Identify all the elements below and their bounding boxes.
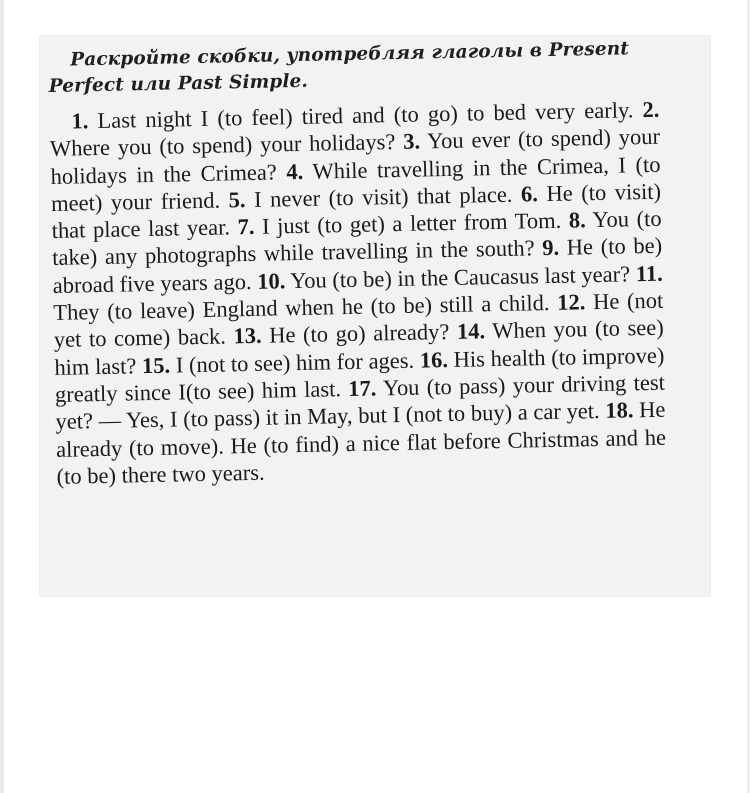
- sentence-text: I (not to see) him for ages.: [175, 347, 415, 378]
- sentence-number: 3.: [402, 128, 421, 155]
- sentence-number: 5.: [228, 186, 246, 213]
- instruction-ru-part-1: Раскройте скобки, употребляя глаголы в: [70, 40, 543, 71]
- sentence-text: I never (to visit) that place.: [253, 181, 513, 212]
- textbook-page: [40, 36, 710, 596]
- left-edge-strip: [0, 0, 4, 793]
- sentence-number: 4.: [286, 158, 304, 184]
- sentence-text: Last night I (to feel) tired and (to go) to bed very early.: [97, 97, 634, 134]
- exercise-text-block: [48, 36, 667, 490]
- sentence-number: 16.: [419, 346, 449, 373]
- sentence-text: His health (to improve) greatly since I(to see) him last.: [54, 342, 665, 407]
- sentence-text: You ever (to spend) your holidays in the Crimea?: [50, 124, 661, 189]
- sentence-text: I just (to get) a letter from Tom.: [261, 207, 562, 239]
- sentence-number: 8.: [568, 207, 586, 233]
- sentence-13: [233, 319, 449, 348]
- sentence-text: Where you (to spend) your holidays?: [49, 129, 396, 162]
- sentence-number: 11.: [635, 260, 663, 287]
- sentence-5: [228, 182, 512, 213]
- instruction-en-part-2: Past Simple.: [177, 70, 309, 95]
- sentence-number: 18.: [605, 397, 634, 424]
- sentence-text: You (to pass) your driving test yet? — Yes, I (to pass) it in May, but I (not to buy) a car yet.: [55, 369, 666, 435]
- sentence-number: 2.: [642, 96, 660, 123]
- sentence-number: 10.: [257, 268, 286, 294]
- sentence-number: 14.: [456, 318, 486, 345]
- sentence-number: 12.: [556, 289, 586, 315]
- sentence-text: You (to be) in the Caucasus last year?: [289, 261, 631, 293]
- sentence-number: 7.: [237, 214, 255, 240]
- sentence-number: 13.: [233, 323, 262, 349]
- sentence-15: [142, 347, 415, 377]
- sentence-number: 9.: [541, 235, 560, 261]
- sentence-7: [237, 208, 561, 239]
- sentence-text: He (to visit) that place last year.: [51, 178, 662, 244]
- sentence-text: He (not yet to come) back.: [53, 287, 664, 353]
- instruction-en-part-1: Present Perfect: [48, 38, 630, 97]
- sentence-number: 15.: [141, 352, 171, 378]
- sentence-text: He (to go) already?: [268, 319, 450, 348]
- exercise-sentences: [49, 96, 667, 490]
- sentence-text: While travelling in the Crimea, I (to meet) your friend.: [50, 151, 661, 216]
- sentence-text: He already (to move). He (to find) a nice flat before Christmas and he (to be) there two years.: [55, 396, 667, 489]
- exercise-instruction: [48, 36, 659, 100]
- sentence-number: 1.: [71, 108, 89, 134]
- instruction-ru-part-2: или: [130, 73, 172, 96]
- sentence-text: When you (to see) him last?: [54, 315, 664, 380]
- sentence-text: He (to be) abroad five years ago.: [52, 233, 663, 298]
- sentence-text: You (to take) any photographs while travelling in the south?: [51, 205, 662, 271]
- sentence-text: They (to leave) England when he (to be) still a child.: [53, 290, 550, 326]
- sentence-number: 17.: [348, 375, 377, 402]
- sentence-number: 6.: [520, 181, 539, 207]
